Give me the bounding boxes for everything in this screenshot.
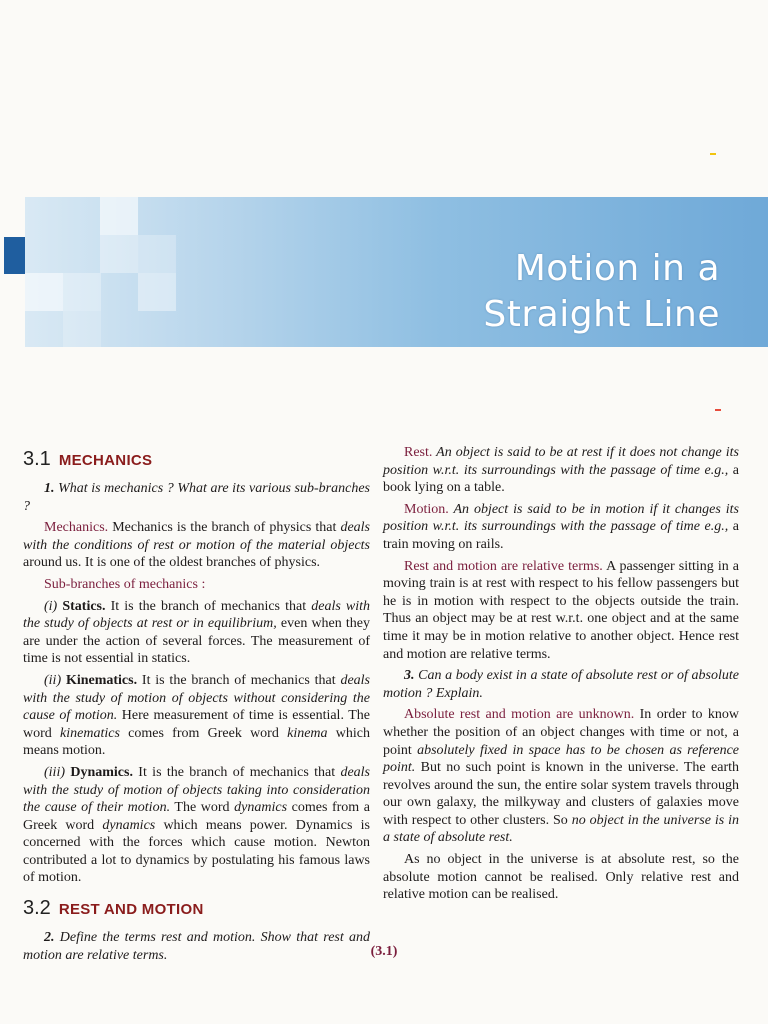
banner-tick <box>4 237 25 274</box>
chapter-title-line2: Straight Line <box>483 294 720 335</box>
chapter-title <box>483 246 720 338</box>
chapter-title-line1: Motion in a <box>514 248 720 289</box>
banner-square <box>100 235 138 273</box>
paragraph-mechanics: Mechanics. Mechanics is the branch of physics that deals with the conditions of rest or motion of the material objects around us. It is one of the oldest branches of physics. <box>23 520 370 571</box>
banner-square <box>138 273 176 311</box>
section-heading <box>23 448 370 472</box>
section-title: REST AND MOTION <box>58 901 204 919</box>
section-number: 3.2 <box>23 897 51 920</box>
decorative-mark <box>715 409 721 411</box>
banner-square <box>100 197 138 235</box>
section-heading <box>23 897 370 921</box>
right-column <box>383 444 739 908</box>
paragraph-kinematics: (ii) Kinematics. It is the branch of mechanics that deals with the study of motion of objects without considering the cause of motion. Here measurement of time is essential. The word kinematics comes from Greek word kinema which means motion. <box>23 672 371 759</box>
page-number: (3.1) <box>370 944 398 959</box>
banner-square <box>63 311 101 347</box>
paragraph-statics: (i) Statics. It is the branch of mechanics that deals with the study of objects at rest or in equilibrium, even when they are under the action of several forces. The measurement of time is not essential in statics. <box>23 598 371 667</box>
left-column <box>23 444 370 968</box>
paragraph-rest: Rest. An object is said to be at rest if it does not change its position w.r.t. its surroundings with the passage of time e.g., a book lying on a table. <box>383 445 739 496</box>
section-number: 3.1 <box>23 448 51 470</box>
banner-square <box>138 235 176 273</box>
paragraph-motion: Motion. An object is said to be in motion if it changes its position w.r.t. its surroundings with the passage of time e.g., a train moving on rails. <box>383 501 739 552</box>
paragraph-conclusion: As no object in the universe is at absolute rest, so the absolute motion cannot be realised. Only relative rest and relative motion can be realised. <box>383 852 739 903</box>
paragraph-relative: Rest and motion are relative terms. A passenger sitting in a moving train is at rest with respect to his fellow passengers but he is in motion with respect to the objects outside the train. Thus an object may be at rest w.r.t. one object and at the same time it may be in motion relative to another object. Hence rest and motion are relative terms. <box>383 558 739 662</box>
paragraph-absolute: Absolute rest and motion are unknown. In order to know whether the position of an object changes with time or not, a point absolutely fixed in space has to be chosen as reference point. But no such point is known in the universe. The earth revolves around the sun, the entire solar system travels through our own galaxy, the milkyway and clusters of galaxies move with respect to other clusters. So no object in the universe is in a state of absolute rest. <box>383 707 740 846</box>
question-2: 2. Define the terms rest and motion. Show that rest and motion are relative terms. <box>23 930 370 963</box>
decorative-mark <box>710 153 716 155</box>
question-3: 3. Can a body exist in a state of absolute rest or of absolute motion ? Explain. <box>383 668 739 701</box>
paragraph-dynamics: (iii) Dynamics. It is the branch of mechanics that deals with the study of motion of objects taking into consideration the cause of their motion. The word dynamics comes from a Greek word dynamics which means power. Dynamics is concerned with the forces which cause motion. Newton contributed a lot to dynamics by postulating his famous laws of motion. <box>23 764 371 886</box>
banner-square <box>63 273 101 311</box>
question-1: 1. What is mechanics ? What are its various sub-branches ? <box>23 481 370 514</box>
banner-square <box>25 273 63 311</box>
subheading-sub-branches: Sub-branches of mechanics : <box>44 576 206 592</box>
section-title: MECHANICS <box>58 452 153 469</box>
